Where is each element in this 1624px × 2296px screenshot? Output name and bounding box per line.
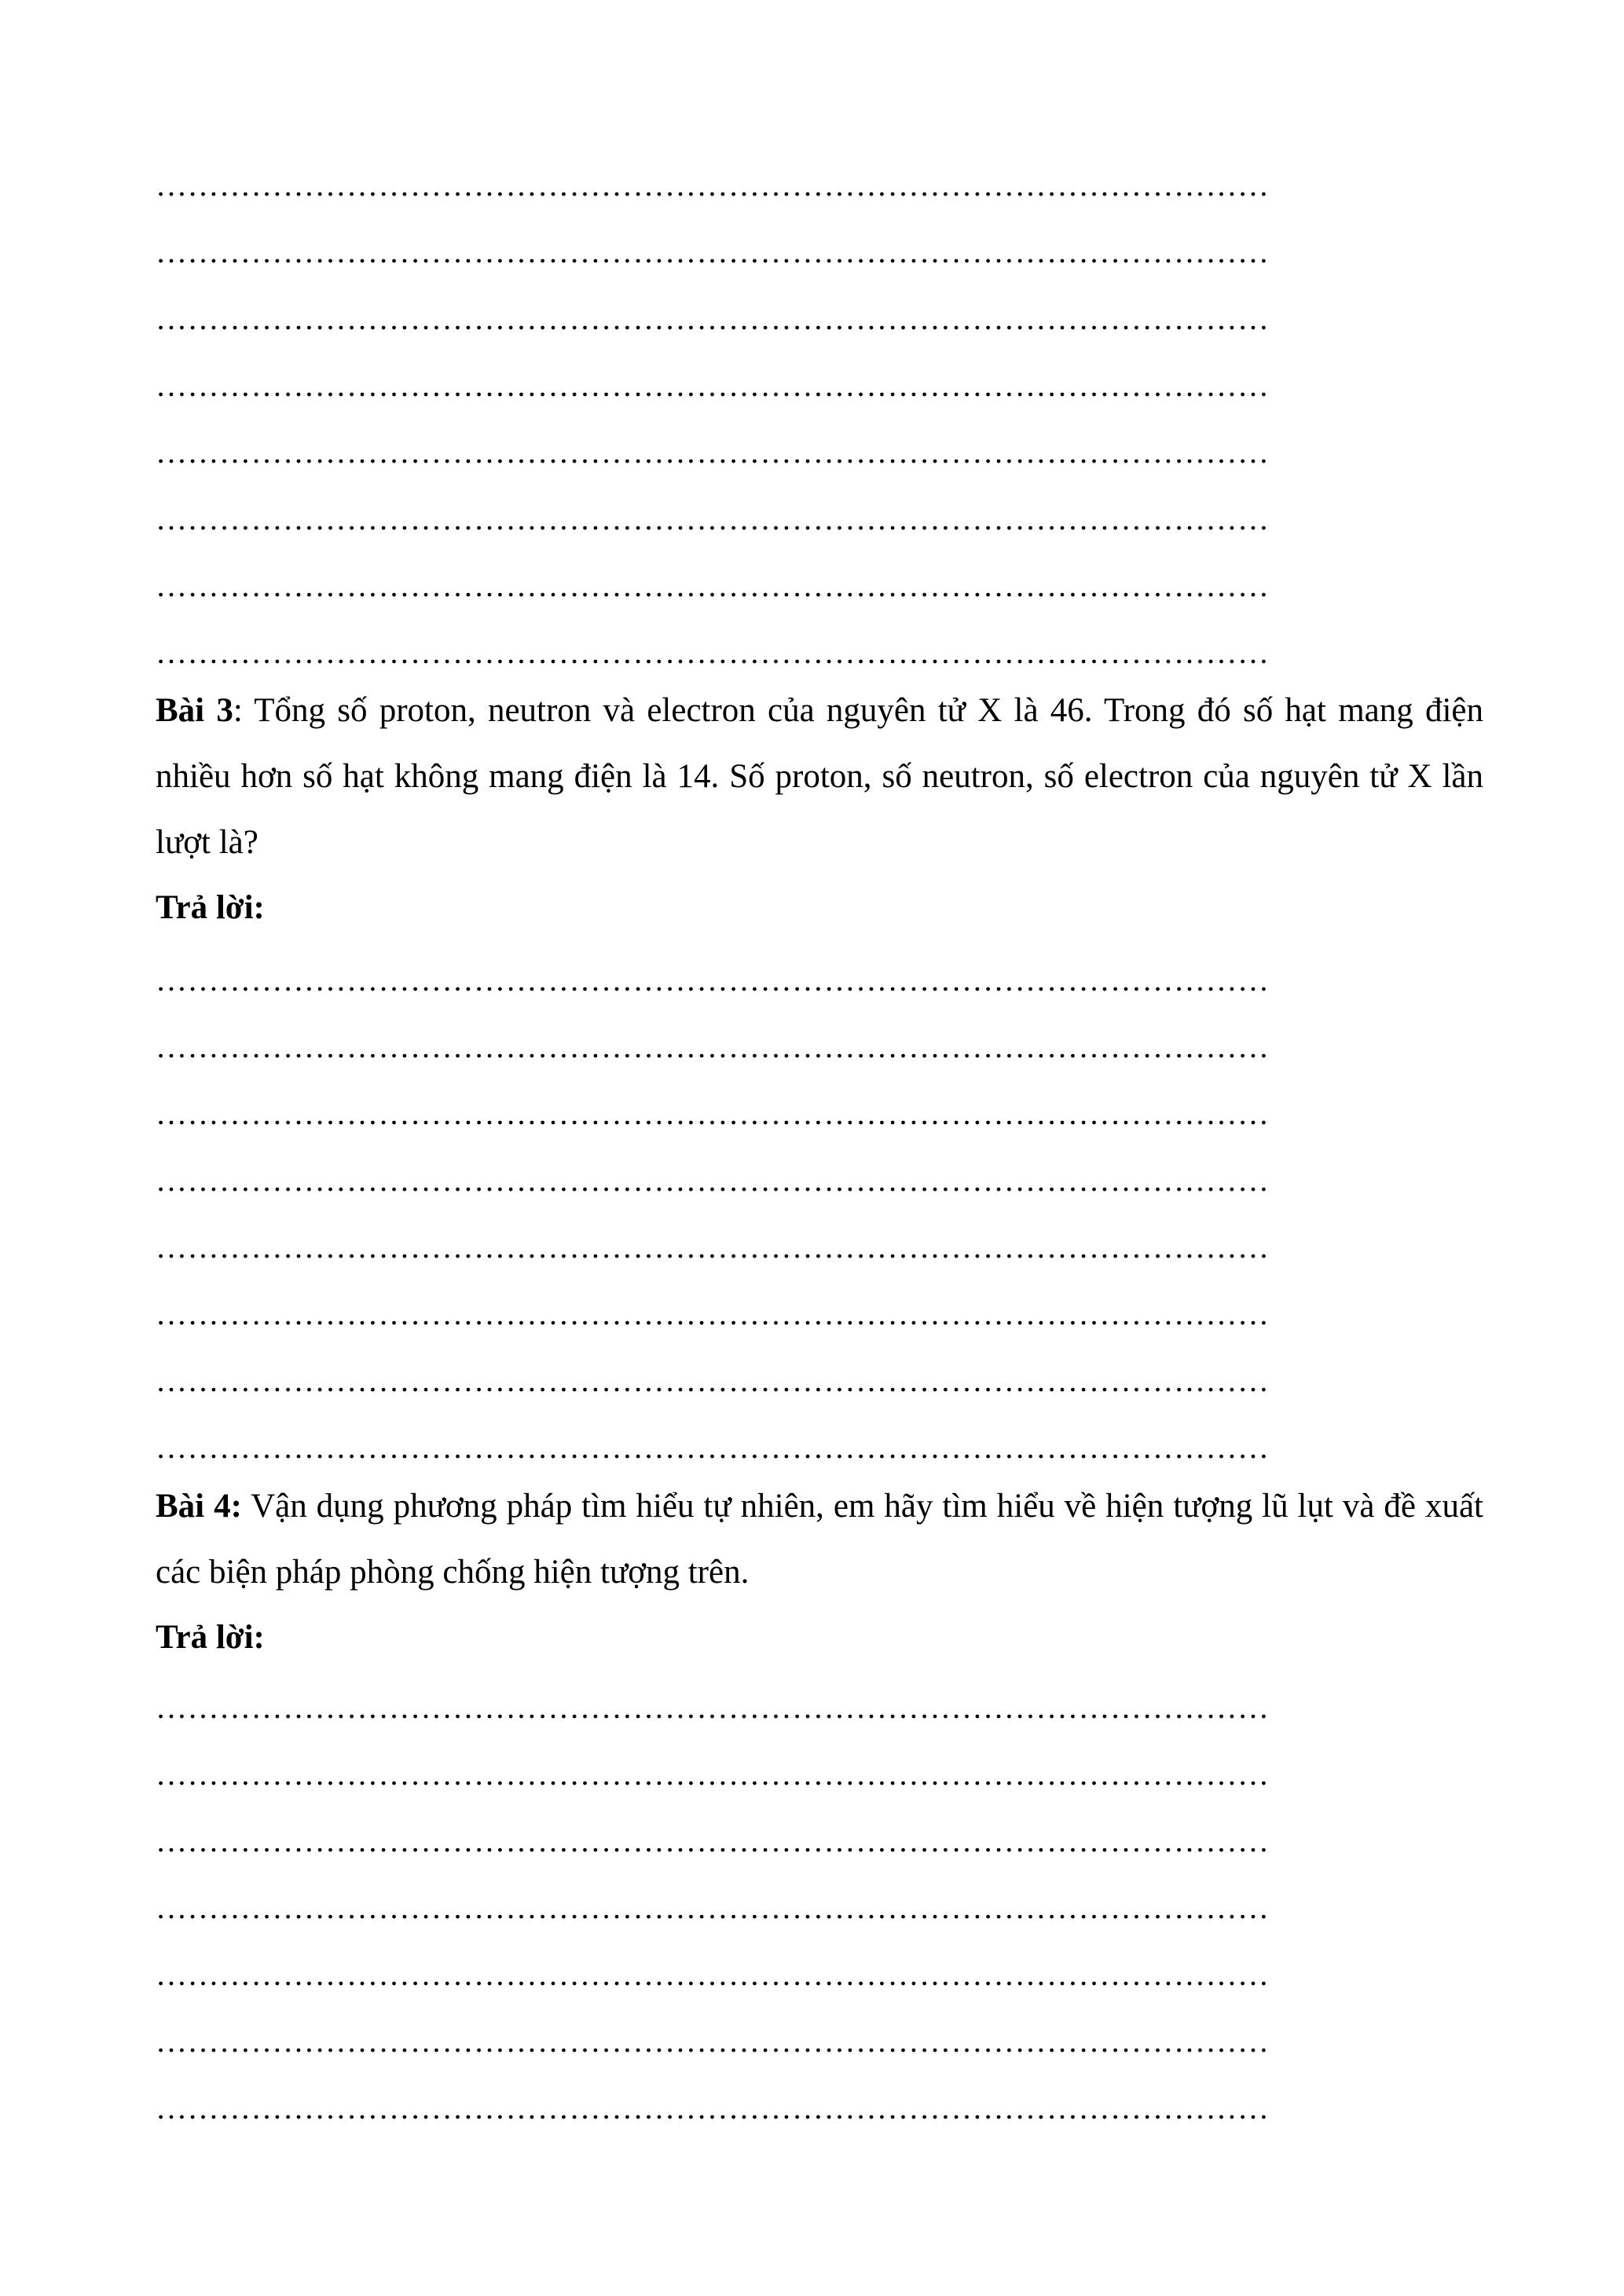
dotted-answer-line: …………………………………………………………………………………………… <box>156 1232 1270 1263</box>
dotted-answer-line: …………………………………………………………………………………………… <box>156 2026 1270 2057</box>
exercise-3-text: : Tổng số proton, neutron và electron của nguyên tử X là 46. Trong đó số hạt mang điện nhiều hơn số hạt không mang điện là 14. Số proton, số neutron, số electron của nguyên tử X lần lượt là? <box>156 692 1483 861</box>
dotted-answer-line: …………………………………………………………………………………………… <box>156 1432 1270 1463</box>
dotted-answer-line: …………………………………………………………………………………………… <box>156 303 1270 335</box>
dotted-answer-line: …………………………………………………………………………………………… <box>156 1298 1270 1330</box>
exercise-4-text: Vận dụng phương pháp tìm hiểu tự nhiên, em hãy tìm hiểu về hiện tượng lũ lụt và đề xuất các biện pháp phòng chống hiện tượng trên. <box>156 1488 1483 1591</box>
exercise-3-label: Bài 3 <box>156 692 233 729</box>
dotted-answer-line: …………………………………………………………………………………………… <box>156 236 1270 268</box>
dotted-answer-line: …………………………………………………………………………………………… <box>156 370 1270 401</box>
exercise-4-answer-label: Trả lời: <box>156 1619 265 1656</box>
dotted-answer-line: …………………………………………………………………………………………… <box>156 965 1270 996</box>
dotted-answer-line: …………………………………………………………………………………………… <box>156 170 1270 201</box>
dotted-answer-line: …………………………………………………………………………………………… <box>156 1825 1270 1857</box>
dotted-answer-line: …………………………………………………………………………………………… <box>156 1098 1270 1130</box>
exercise-4-label: Bài 4: <box>156 1488 242 1525</box>
exercise-4-question <box>156 1474 1483 1606</box>
dotted-answer-line: …………………………………………………………………………………………… <box>156 437 1270 468</box>
dotted-answer-line: …………………………………………………………………………………………… <box>156 1892 1270 1924</box>
dotted-answer-line: …………………………………………………………………………………………… <box>156 2093 1270 2124</box>
dotted-answer-line: …………………………………………………………………………………………… <box>156 1165 1270 1196</box>
dotted-answer-line: …………………………………………………………………………………………… <box>156 1365 1270 1397</box>
dotted-answer-line: …………………………………………………………………………………………… <box>156 570 1270 602</box>
dotted-answer-line: …………………………………………………………………………………………… <box>156 1031 1270 1063</box>
dotted-answer-line: …………………………………………………………………………………………… <box>156 637 1270 668</box>
exercise-3-question <box>156 678 1483 876</box>
dotted-answer-line: …………………………………………………………………………………………… <box>156 1759 1270 1790</box>
dotted-answer-line: …………………………………………………………………………………………… <box>156 504 1270 535</box>
dotted-answer-line: …………………………………………………………………………………………… <box>156 1959 1270 1990</box>
exercise-3-answer-label: Trả lời: <box>156 889 265 926</box>
dotted-answer-line: …………………………………………………………………………………………… <box>156 1692 1270 1723</box>
